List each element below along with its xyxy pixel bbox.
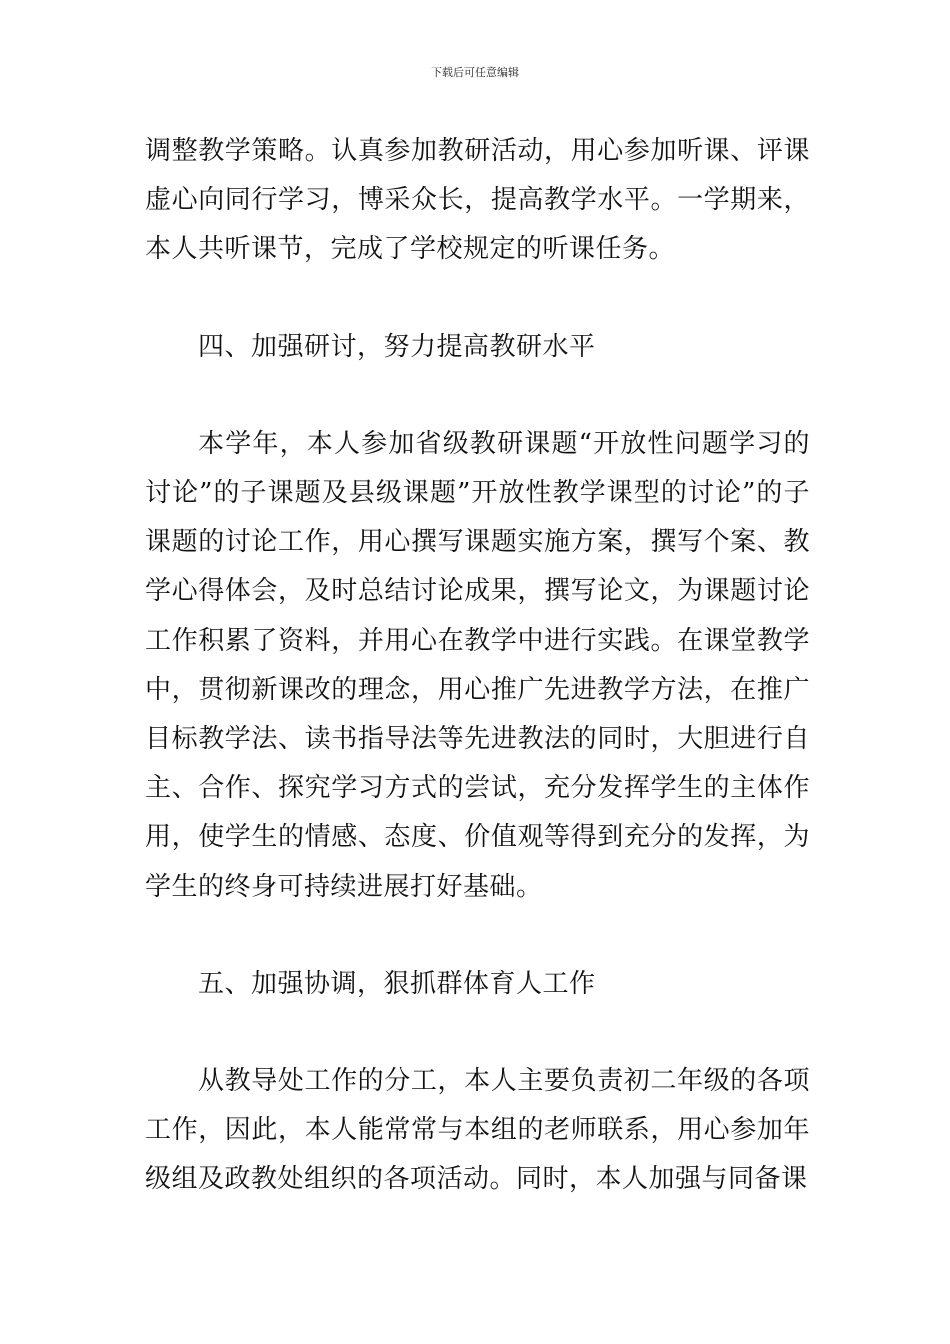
paragraph-continuation: 调整教学策略。认真参加教研活动，用心参加听课、评课虚心向同行学习，博采众长，提高教学水平。一学期来，本人共听课节，完成了学校规定的听课任务。 [145, 136, 810, 265]
page-header: 下载后可任意编辑 [431, 66, 519, 79]
paragraph-coordination: 从教导处工作的分工，本人主要负责初二年级的各项工作，因此，本人能常常与本组的老师联系，用心参加年级组及政教处组织的各项活动。同时，本人加强与同备课 [145, 1066, 810, 1195]
paragraph-research: 本学年，本人参加省级教研课题“开放性问题学习的讨论”的子课题及县级课题”开放性教学课型的讨论”的子课题的讨论工作，用心撰写课题实施方案，撰写个案、教学心得体会，及时总结讨论成果，撰写论文，为课题讨论工作积累了资料，并用心在教学中进行实践。在课堂教学中，贯彻新课改的理念，用心推广先进教学方法，在推广目标教学法、读书指导法等先进教法的同时，大胆进行自主、合作、探究学习方式的尝试，充分发挥学生的主体作用，使学生的情感、态度、价值观等得到充分的发挥，为学生的终身可持续进展打好基础。 [145, 428, 810, 902]
section-heading-5: 五、加强协调，狠抓群体育人工作 [198, 968, 596, 999]
section-heading-4: 四、加强研讨，努力提高教研水平 [198, 331, 596, 362]
document-body [145, 127, 810, 1205]
